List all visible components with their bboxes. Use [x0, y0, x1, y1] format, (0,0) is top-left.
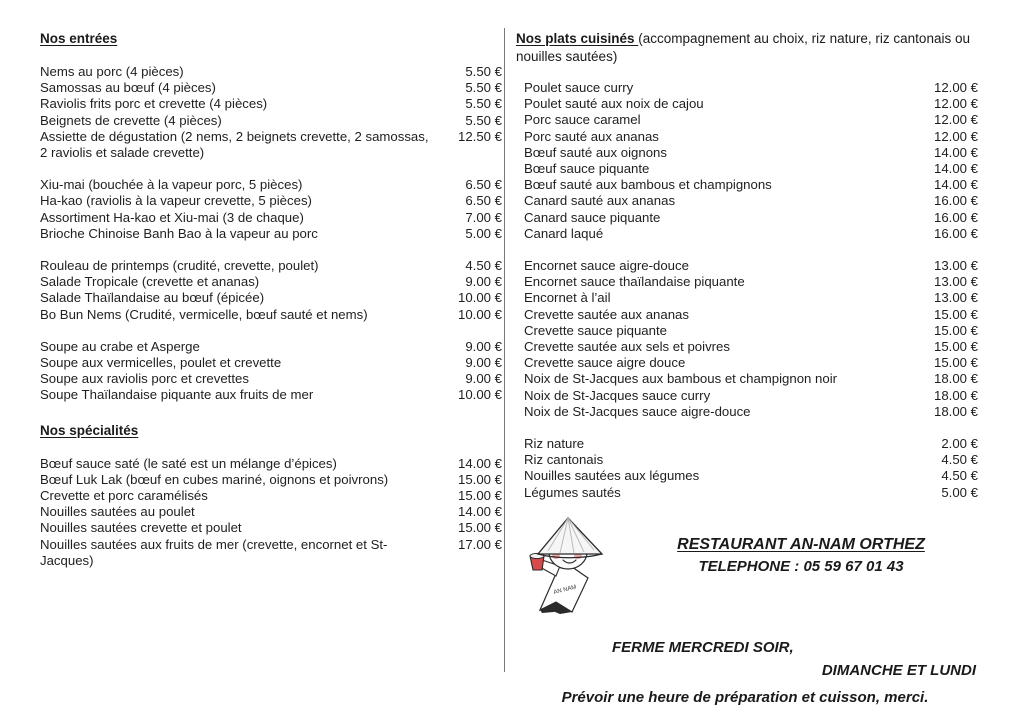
menu-item-name: Bœuf sauté aux bambous et champignons	[524, 177, 772, 193]
menu-item-price: 10.00 €	[458, 290, 502, 306]
menu-item-price: 6.50 €	[465, 193, 502, 209]
menu-item-price: 15.00 €	[934, 355, 978, 371]
menu-item-name: Salade Thaïlandaise au bœuf (épicée)	[40, 290, 265, 306]
menu-item-price: 9.00 €	[465, 338, 502, 354]
menu-item-price: 5.00 €	[465, 225, 502, 241]
section-heading-plats-cuisines-label: Nos plats cuisinés	[516, 31, 639, 46]
section-heading-plats-cuisines	[516, 30, 978, 66]
menu-item-name: Nouilles sautées au poulet	[40, 504, 195, 520]
brand-row	[516, 516, 986, 616]
menu-item-price: 10.00 €	[458, 306, 502, 322]
menu-item-price: 16.00 €	[934, 209, 978, 225]
menu-item-name: Noix de St-Jacques sauce aigre-douce	[524, 403, 751, 419]
section-heading-specialites-label: Nos spécialités	[40, 422, 139, 438]
menu-item-price: 5.00 €	[941, 484, 978, 500]
menu-row	[516, 129, 978, 145]
menu-item-price: 15.00 €	[934, 322, 978, 338]
menu-row	[40, 520, 502, 536]
menu-item-price: 6.50 €	[465, 177, 502, 193]
menu-item-price: 16.00 €	[934, 225, 978, 241]
menu-row	[40, 80, 502, 96]
menu-row	[516, 436, 978, 452]
menu-item-name: Crevette et porc caramélisés	[40, 488, 208, 504]
menu-item-name: Canard laqué	[524, 225, 604, 241]
menu-item-name: Assortiment Ha-kao et Xiu-mai (3 de chaque)	[40, 209, 304, 225]
menu-row	[516, 96, 978, 112]
menu-item-price: 12.00 €	[934, 96, 978, 112]
menu-row	[516, 404, 978, 420]
menu-row	[40, 488, 502, 504]
menu-item-name: Légumes sautés	[524, 484, 621, 500]
menu-row	[516, 307, 978, 323]
menu-item-price: 5.50 €	[465, 64, 502, 79]
menu-row	[40, 258, 502, 274]
menu-row	[516, 274, 978, 290]
menu-row	[516, 485, 978, 501]
menu-row	[516, 145, 978, 161]
menu-row	[516, 452, 978, 468]
an-nam-mascot-logo	[516, 516, 612, 616]
preparation-notice: Prévoir une heure de préparation et cuisson, merci.	[561, 689, 929, 706]
menu-row	[40, 226, 502, 242]
menu-item-name: Nouilles sautées crevette et poulet	[40, 520, 242, 536]
menu-item-price: 10.00 €	[458, 387, 502, 403]
menu-row	[40, 355, 502, 371]
menu-row	[40, 371, 502, 387]
menu-item-price: 2.00 €	[941, 436, 978, 452]
menu-item-name: Assiette de dégustation (2 nems, 2 beignets crevette, 2 samossas, 2 raviolis et salade crevette)	[40, 128, 429, 161]
menu-row	[40, 113, 502, 129]
menu-row	[40, 274, 502, 290]
menu-row	[40, 64, 502, 80]
menu-item-name: Bœuf sauce saté (le saté est un mélange d’épices)	[40, 455, 337, 471]
menu-item-name: Beignets de crevette (4 pièces)	[40, 112, 222, 128]
menu-item-price: 12.00 €	[934, 128, 978, 144]
section-heading-specialites	[40, 422, 502, 440]
menu-item-name: Xiu-mai (bouchée à la vapeur porc, 5 pièces)	[40, 177, 303, 193]
closed-line-1: FERME MERCREDI SOIR,	[612, 639, 794, 656]
menu-item-price: 4.50 €	[465, 258, 502, 274]
menu-item-name: Crevette sautée aux sels et poivres	[524, 339, 730, 355]
menu-row	[40, 96, 502, 112]
section-heading-entrees-label: Nos entrées	[40, 31, 118, 46]
menu-row	[40, 472, 502, 488]
menu-item-name: Nouilles sautées aux fruits de mer (crevette, encornet et St-Jacques)	[40, 536, 388, 568]
menu-item-name: Crevette sauce aigre douce	[524, 355, 686, 371]
menu-item-price: 15.00 €	[458, 520, 502, 536]
menu-item-price: 16.00 €	[934, 193, 978, 209]
menu-item-name: Encornet à l’ail	[524, 290, 611, 306]
menu-item-price: 14.00 €	[934, 144, 978, 160]
right-menu-column	[516, 30, 978, 501]
logo-robe-text: AN NAM	[553, 584, 578, 596]
menu-item-name: Soupe au crabe et Asperge	[40, 338, 200, 354]
menu-item-price: 12.50 €	[458, 128, 502, 144]
menu-item-name: Bœuf Luk Lak (bœuf en cubes mariné, oignons et poivrons)	[40, 471, 389, 487]
menu-row	[40, 339, 502, 355]
menu-group	[40, 64, 502, 161]
menu-item-price: 4.50 €	[941, 468, 978, 484]
menu-item-name: Ha-kao (raviolis à la vapeur crevette, 5 pièces)	[40, 193, 312, 209]
menu-item-name: Bo Bun Nems (Crudité, vermicelle, bœuf sauté et nems)	[40, 306, 368, 322]
menu-item-name: Encornet sauce thaïlandaise piquante	[524, 274, 745, 290]
menu-item-name: Salade Tropicale (crevette et ananas)	[40, 274, 260, 290]
menu-group	[40, 258, 502, 323]
menu-row	[40, 290, 502, 306]
menu-row	[516, 355, 978, 371]
menu-item-name: Canard sauté aux ananas	[524, 193, 676, 209]
menu-item-name: Brioche Chinoise Banh Bao à la vapeur au porc	[40, 225, 318, 241]
menu-group	[40, 177, 502, 242]
menu-row	[40, 129, 502, 161]
menu-row	[40, 456, 502, 472]
menu-item-name: Porc sauté aux ananas	[524, 128, 659, 144]
menu-item-name: Nems au porc (4 pièces)	[40, 64, 184, 79]
menu-item-price: 9.00 €	[465, 274, 502, 290]
menu-item-price: 15.00 €	[934, 306, 978, 322]
menu-group	[40, 456, 502, 569]
footer-branding	[516, 516, 986, 709]
menu-item-price: 17.00 €	[458, 536, 502, 552]
menu-item-price: 9.00 €	[465, 371, 502, 387]
menu-item-name: Encornet sauce aigre-douce	[524, 258, 689, 274]
menu-item-name: Crevette sauce piquante	[524, 322, 667, 338]
menu-item-name: Noix de St-Jacques sauce curry	[524, 387, 711, 403]
menu-item-price: 14.00 €	[458, 504, 502, 520]
menu-item-price: 15.00 €	[458, 471, 502, 487]
menu-group	[516, 436, 978, 501]
menu-row	[516, 388, 978, 404]
menu-item-price: 5.50 €	[465, 96, 502, 112]
menu-item-price: 15.00 €	[934, 339, 978, 355]
menu-item-price: 4.50 €	[941, 452, 978, 468]
menu-row	[516, 161, 978, 177]
menu-item-price: 12.00 €	[934, 80, 978, 95]
menu-item-name: Raviolis frits porc et crevette (4 pièces)	[40, 96, 268, 112]
menu-row	[40, 193, 502, 209]
closing-days-block	[516, 636, 986, 709]
menu-item-name: Bœuf sauté aux oignons	[524, 144, 667, 160]
menu-item-name: Bœuf sauce piquante	[524, 161, 650, 177]
menu-item-name: Porc sauce caramel	[524, 112, 641, 128]
menu-row	[516, 226, 978, 242]
menu-row	[516, 323, 978, 339]
menu-item-name: Crevette sautée aux ananas	[524, 306, 689, 322]
menu-row	[516, 371, 978, 387]
menu-row	[516, 290, 978, 306]
menu-item-name: Poulet sauce curry	[524, 80, 634, 95]
menu-item-name: Canard sauce piquante	[524, 209, 661, 225]
menu-row	[40, 504, 502, 520]
menu-item-name: Noix de St-Jacques aux bambous et champignon noir	[524, 371, 838, 387]
menu-item-price: 13.00 €	[934, 258, 978, 274]
menu-row	[516, 80, 978, 96]
menu-item-name: Riz nature	[524, 436, 585, 452]
menu-row	[516, 177, 978, 193]
menu-item-price: 9.00 €	[465, 355, 502, 371]
menu-row	[516, 193, 978, 209]
menu-item-name: Soupe aux raviolis porc et crevettes	[40, 371, 249, 387]
menu-item-name: Soupe aux vermicelles, poulet et crevette	[40, 355, 282, 371]
menu-item-price: 18.00 €	[934, 371, 978, 387]
left-menu-column	[40, 30, 502, 569]
menu-item-price: 13.00 €	[934, 290, 978, 306]
menu-row	[516, 468, 978, 484]
menu-item-price: 5.50 €	[465, 112, 502, 128]
menu-row	[516, 112, 978, 128]
menu-row	[40, 210, 502, 226]
restaurant-name: RESTAURANT AN-NAM ORTHEZ	[677, 536, 925, 553]
section-heading-plats-cuisines-note: (accompagnement au choix, riz nature, riz cantonais ou nouilles sautées)	[516, 31, 970, 64]
menu-item-name: Nouilles sautées aux légumes	[524, 468, 700, 484]
menu-row	[40, 387, 502, 403]
section-heading-entrees	[40, 30, 502, 48]
menu-row	[40, 537, 502, 569]
menu-item-price: 14.00 €	[934, 161, 978, 177]
menu-row	[516, 210, 978, 226]
menu-item-name: Poulet sauté aux noix de cajou	[524, 96, 704, 112]
menu-item-price: 18.00 €	[934, 403, 978, 419]
menu-item-price: 14.00 €	[934, 177, 978, 193]
menu-item-price: 14.00 €	[458, 455, 502, 471]
brand-text-block	[616, 516, 986, 578]
column-divider	[504, 28, 505, 672]
menu-item-price: 18.00 €	[934, 387, 978, 403]
menu-group	[516, 80, 978, 242]
menu-item-name: Riz cantonais	[524, 452, 604, 468]
menu-item-price: 12.00 €	[934, 112, 978, 128]
menu-item-name: Rouleau de printemps (crudité, crevette, poulet)	[40, 258, 319, 274]
menu-item-price: 13.00 €	[934, 274, 978, 290]
menu-item-name: Samossas au bœuf (4 pièces)	[40, 80, 216, 96]
menu-row	[516, 339, 978, 355]
menu-item-name: Soupe Thaïlandaise piquante aux fruits de mer	[40, 387, 314, 403]
menu-group	[516, 258, 978, 420]
menu-item-price: 7.00 €	[465, 209, 502, 225]
menu-row	[516, 258, 978, 274]
menu-item-price: 5.50 €	[465, 80, 502, 96]
menu-row	[40, 307, 502, 323]
menu-row	[40, 177, 502, 193]
restaurant-telephone: TELEPHONE : 05 59 67 01 43	[698, 558, 904, 575]
closed-line-2: DIMANCHE ET LUNDI	[821, 662, 976, 679]
menu-item-price: 15.00 €	[458, 488, 502, 504]
menu-group	[40, 339, 502, 404]
